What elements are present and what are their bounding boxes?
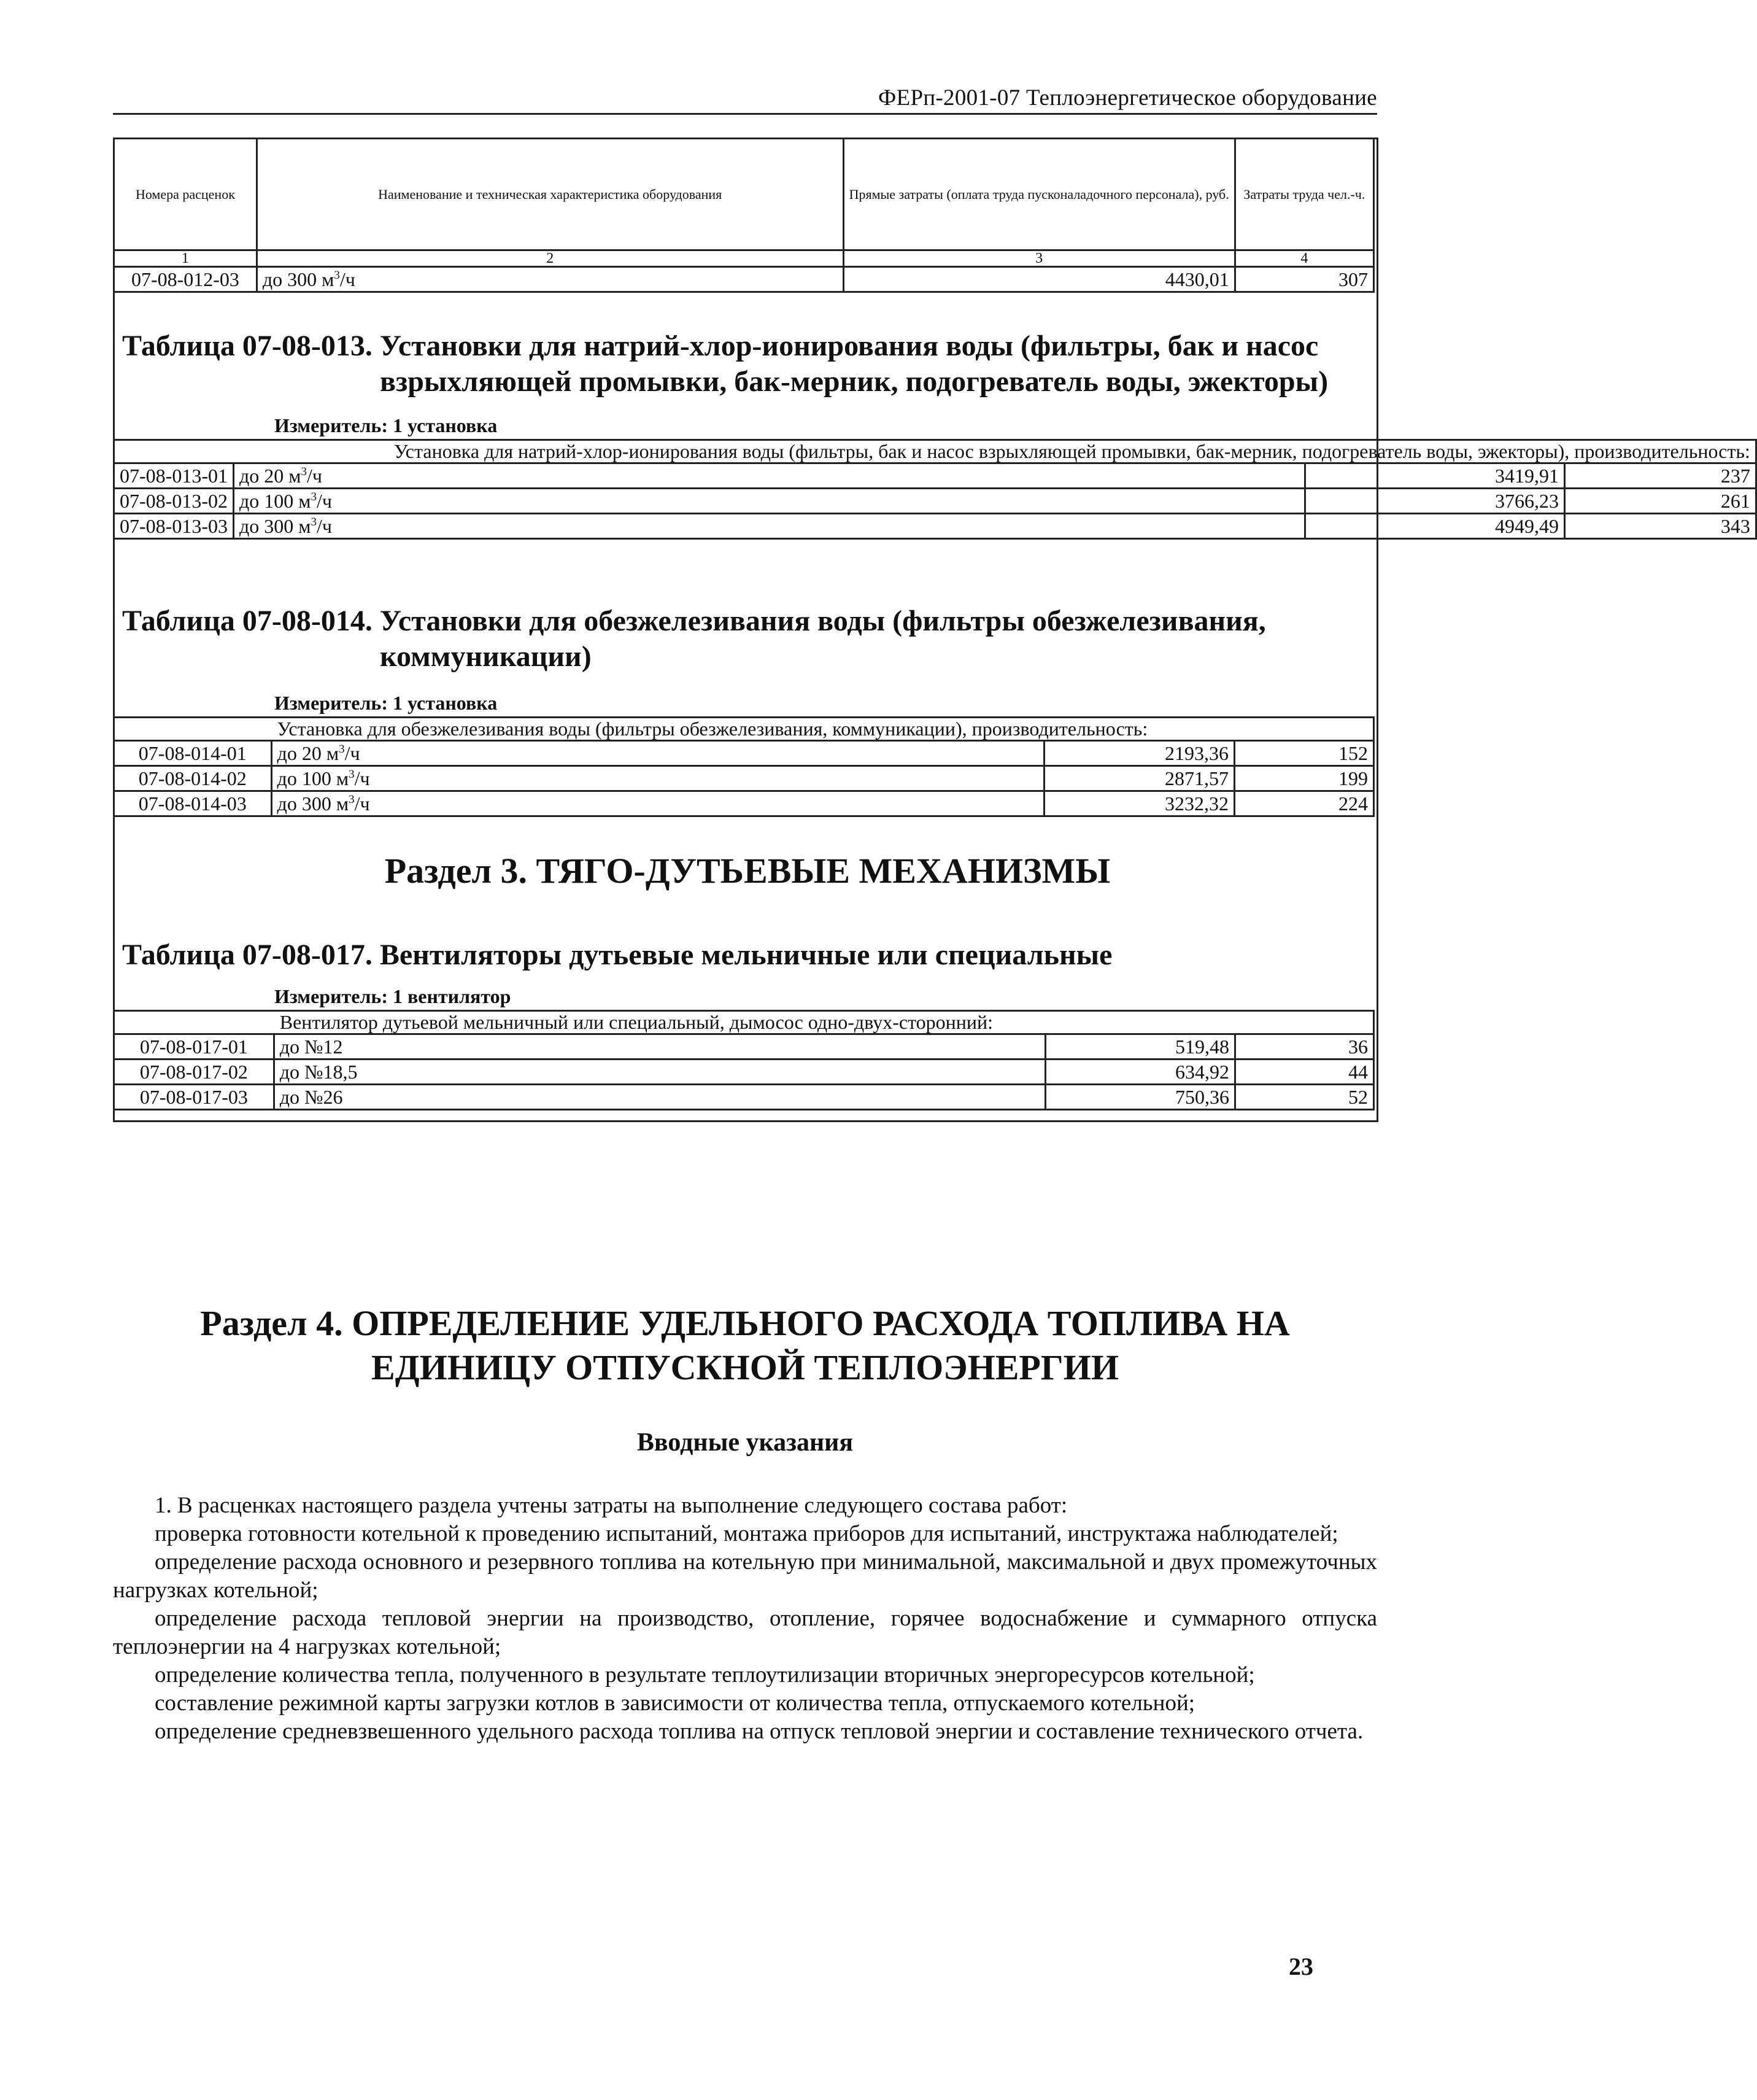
table-title-014: Таблица 07-08-014. Установки для обезжелезивания воды (фильтры обезжелезивания, коммуникации) <box>122 605 1266 673</box>
rate-code: 07-08-012-03 <box>114 267 257 292</box>
rate-labor: 36 <box>1235 1034 1374 1060</box>
table-row <box>114 267 1374 292</box>
rate-name: до 300 $м^3/ч$ <box>271 791 1045 816</box>
rate-code: 07-08-014-02 <box>114 766 272 791</box>
table-row <box>114 1034 1374 1060</box>
table-row <box>114 514 1756 539</box>
rate-labor: 52 <box>1235 1085 1374 1110</box>
rates-header-table <box>113 138 1375 293</box>
rate-code: 07-08-017-02 <box>114 1060 274 1085</box>
table-row <box>114 741 1374 766</box>
table-row <box>114 1060 1374 1085</box>
rate-code: 07-08-013-03 <box>114 514 234 539</box>
description-013: Установка для натрий-хлор-ионирования воды (фильтры, бак и насос взрыхляющей промывки, бак-мерник, подогреватель воды, эжекторы), производительность: <box>233 440 1756 463</box>
rate-name: до 20 $м^3/ч$ <box>271 741 1045 766</box>
rate-cost: 3766,23 <box>1305 489 1564 514</box>
paragraph: проверка готовности котельной к проведению испытаний, монтажа приборов для испытаний, инструктажа наблюдателей; <box>155 1521 1338 1546</box>
rates-table-013 <box>113 439 1757 540</box>
paragraph: определение расхода основного и резервного топлива на котельную при минимальной, максимальной и двух промежуточных нагрузках котельной; <box>113 1549 1377 1603</box>
meter-014: Измеритель: 1 установка <box>274 692 498 714</box>
rate-labor: 44 <box>1235 1060 1374 1085</box>
rate-name: до 100 $м^3/ч$ <box>271 766 1045 791</box>
rate-name: до 20 $м^3/ч$ <box>233 463 1305 489</box>
table-row <box>114 463 1756 489</box>
rate-code: 07-08-017-01 <box>114 1034 274 1060</box>
introductory-notes-heading: Вводные указания <box>636 1428 854 1457</box>
rate-code: 07-08-013-02 <box>114 489 234 514</box>
rate-code: 07-08-014-01 <box>114 741 272 766</box>
paragraph: составление режимной карты загрузки котлов в зависимости от количества тепла, отпускаемого котельной; <box>155 1691 1195 1716</box>
paragraph: определение количества тепла, полученного в результате теплоутилизации вторичных энергоресурсов котельной; <box>155 1662 1255 1687</box>
rate-labor: 224 <box>1235 791 1374 816</box>
section-3-heading: Раздел 3. ТЯГО-ДУТЬЕВЫЕ МЕХАНИЗМЫ <box>384 851 1111 891</box>
table-row <box>114 489 1756 514</box>
page-number: 23 <box>1289 1953 1313 1980</box>
col-header-name: Наименование и техническая характеристика оборудования <box>257 139 843 250</box>
description-014: Установка для обезжелезивания воды (фильтры обезжелезивания, коммуникации), производительность: <box>271 718 1373 741</box>
rate-cost: 519,48 <box>1046 1034 1235 1060</box>
col-number-4: 4 <box>1235 250 1373 267</box>
running-header: ФЕРп-2001-07 Теплоэнергетическое оборудование <box>113 85 1377 115</box>
rate-labor: 237 <box>1564 463 1756 489</box>
rate-cost: 750,36 <box>1046 1085 1235 1110</box>
description-row <box>114 718 1374 741</box>
description-row <box>114 440 1756 463</box>
rate-code: 07-08-013-01 <box>114 463 234 489</box>
rate-name: до №12 <box>274 1034 1046 1060</box>
rate-cost: 2871,57 <box>1045 766 1235 791</box>
rate-cost: 634,92 <box>1046 1060 1235 1085</box>
rate-cost: 3419,91 <box>1305 463 1564 489</box>
introductory-notes-body <box>113 1492 1377 1746</box>
rate-labor: 199 <box>1235 766 1374 791</box>
table-title-017: Таблица 07-08-017. Вентиляторы дутьевые мельничные или специальные <box>122 939 1113 971</box>
table-title-013: Таблица 07-08-013. Установки для натрий-хлор-ионирования воды (фильтры, бак и насос взрыхляющей промывки, бак-мерник, подогреватель воды, эжекторы) <box>122 330 1329 398</box>
rate-name: до №26 <box>274 1085 1046 1110</box>
rates-table-frame <box>113 138 1750 1122</box>
rate-code: 07-08-014-03 <box>114 791 272 816</box>
table-row <box>114 766 1374 791</box>
rate-code: 07-08-017-03 <box>114 1085 274 1110</box>
col-number-1: 1 <box>114 250 257 267</box>
col-header-cost: Прямые затраты (оплата труда пусконаладочного персонала), руб. <box>843 139 1235 250</box>
rate-cost: 4949,49 <box>1305 514 1564 539</box>
description-row <box>114 1011 1374 1034</box>
rate-name: до 100 $м^3/ч$ <box>233 489 1305 514</box>
meter-017: Измеритель: 1 вентилятор <box>274 985 511 1007</box>
col-header-labor: Затраты труда чел.-ч. <box>1235 139 1373 250</box>
col-header-code: Номера расценок <box>114 139 257 250</box>
paragraph: 1. В расценках настоящего раздела учтены затраты на выполнение следующего состава работ: <box>155 1493 1068 1518</box>
rate-labor: 152 <box>1235 741 1374 766</box>
table-row <box>114 1085 1374 1110</box>
rate-name: до №18,5 <box>274 1060 1046 1085</box>
rate-name: до 300 $м^3/ч$ <box>233 514 1305 539</box>
col-number-3: 3 <box>843 250 1235 267</box>
rate-cost: 4430,01 <box>843 267 1235 292</box>
paragraph: определение расхода тепловой энергии на производство, отопление, горячее водоснабжение и суммарного отпуска теплоэнергии на 4 нагрузках котельной; <box>113 1606 1377 1659</box>
col-number-2: 2 <box>257 250 843 267</box>
rate-labor: 307 <box>1235 267 1373 292</box>
rate-cost: 3232,32 <box>1045 791 1235 816</box>
meter-013: Измеритель: 1 установка <box>274 414 498 436</box>
rates-table-017 <box>113 1010 1375 1110</box>
section-4-heading: Раздел 4. ОПРЕДЕЛЕНИЕ УДЕЛЬНОГО РАСХОДА ТОПЛИВА НА ЕДИНИЦУ ОТПУСКНОЙ ТЕПЛОЭНЕРГИИ <box>200 1303 1290 1387</box>
rates-table-014 <box>113 716 1375 817</box>
description-017: Вентилятор дутьевой мельничный или специальный, дымосос одно-двух-сторонний: <box>274 1011 1373 1034</box>
rate-labor: 343 <box>1564 514 1756 539</box>
rate-name: до 300 $м^3/ч$ <box>257 267 843 292</box>
rate-cost: 2193,36 <box>1045 741 1235 766</box>
table-row <box>114 791 1374 816</box>
rate-labor: 261 <box>1564 489 1756 514</box>
paragraph: определение средневзвешенного удельного расхода топлива на отпуск тепловой энергии и составление технического отчета. <box>155 1719 1364 1744</box>
